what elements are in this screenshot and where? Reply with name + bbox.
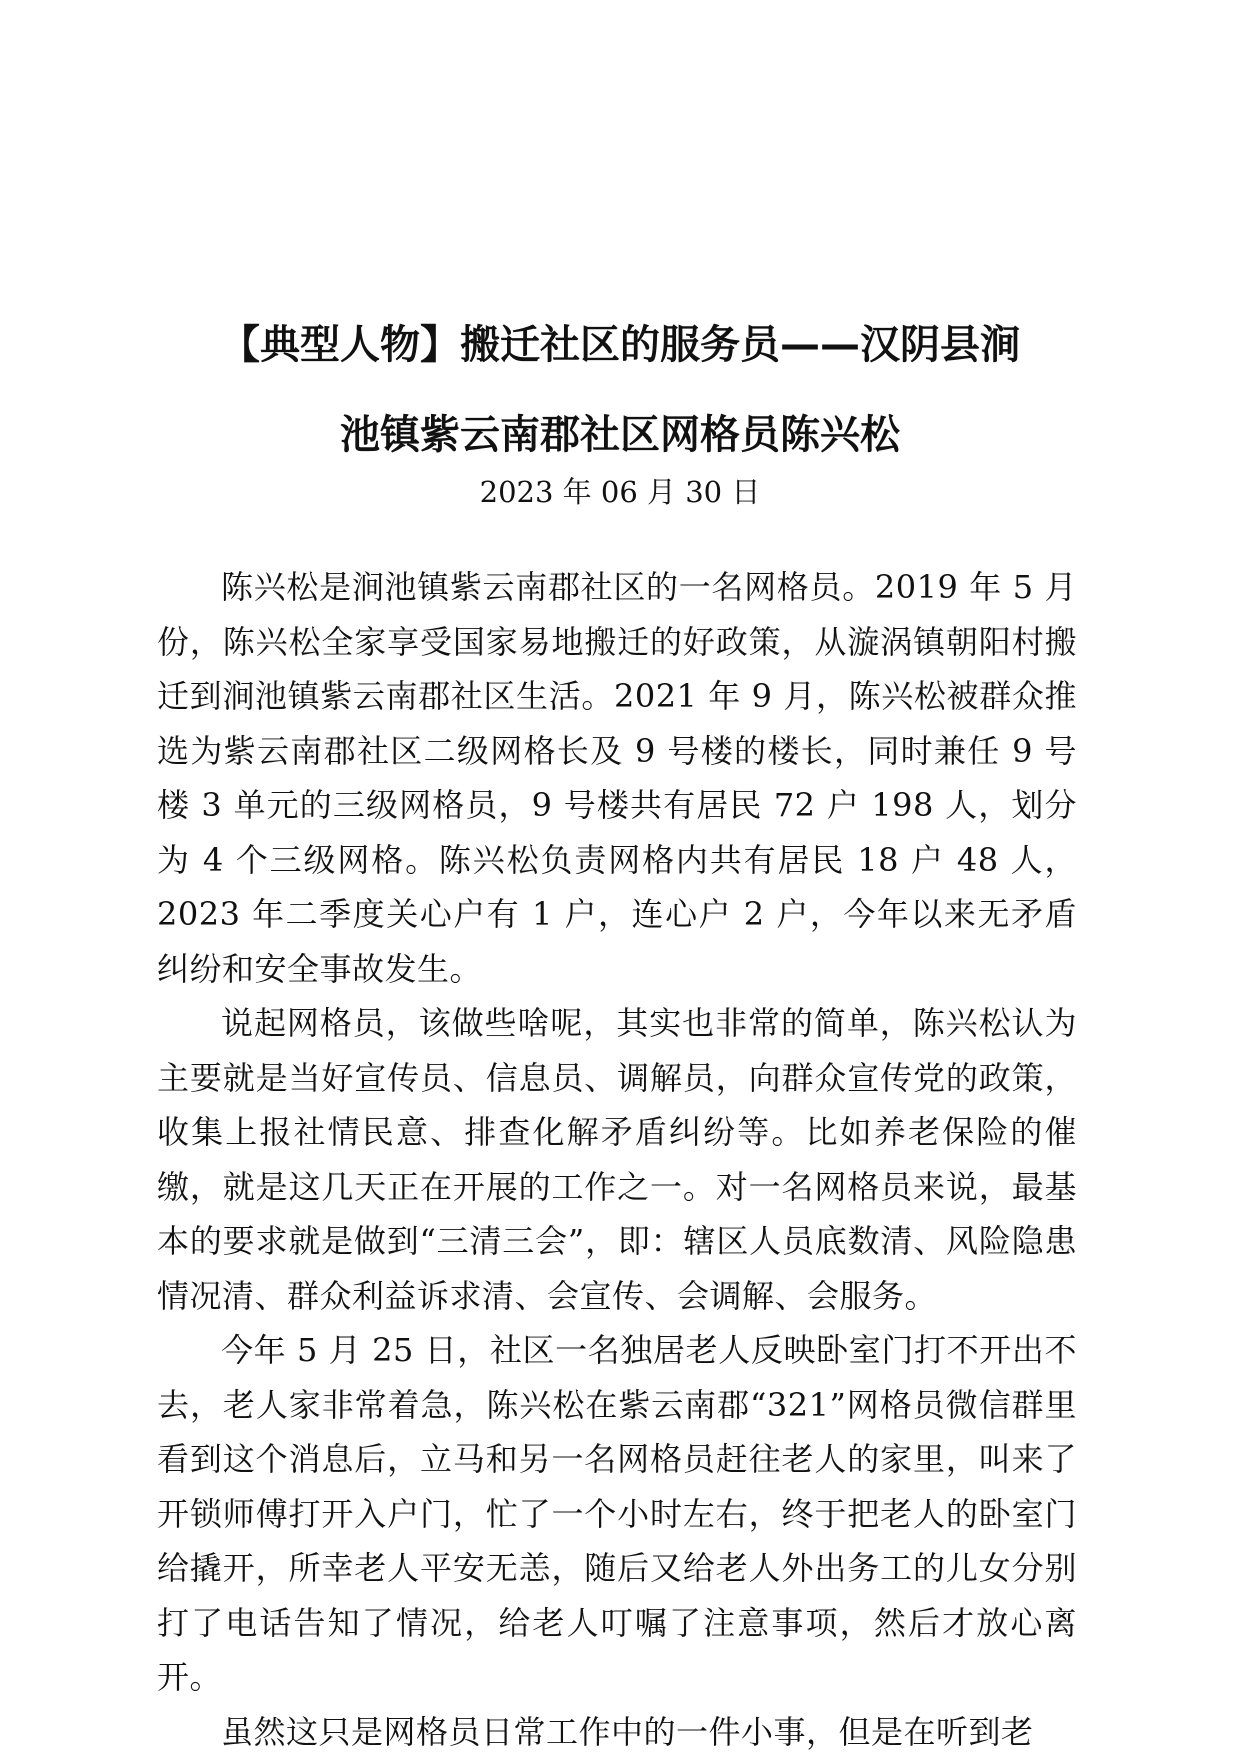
title-line-1: 【典型人物】搬迁社区的服务员——汉阴县涧	[220, 322, 1020, 368]
paragraph: 说起网格员，该做些啥呢，其实也非常的简单，陈兴松认为主要就是当好宣传员、信息员、调解员，向群众宣传党的政策，收集上报社情民意、排查化解矛盾纠纷等。比如养老保险的催缴，就是这几天正在开展的工作之一。对一名网格员来说，最基本的要求就是做到“三清三会”，即：辖区人员底数清、风险隐患情况清、群众利益诉求清、会宣传、会调解、会服务。	[157, 996, 1077, 1323]
paragraph: 今年 5 月 25 日，社区一名独居老人反映卧室门打不开出不去，老人家非常着急，陈兴松在紫云南郡“321”网格员微信群里看到这个消息后，立马和另一名网格员赶往老人的家里，叫来了开锁师傅打开入户门，忙了一个小时左右，终于把老人的卧室门给撬开，所幸老人平安无恙，随后又给老人外出务工的儿女分别打了电话告知了情况，给老人叮嘱了注意事项，然后才放心离开。	[157, 1323, 1077, 1705]
article-title	[150, 300, 1090, 480]
paragraph: 陈兴松是涧池镇紫云南郡社区的一名网格员。2019 年 5 月份，陈兴松全家享受国家易地搬迁的好政策，从漩涡镇朝阳村搬迁到涧池镇紫云南郡社区生活。2021 年 9 月，陈兴松被群众推选为紫云南郡社区二级网格长及 9 号楼的楼长，同时兼任 9 号楼 3 单元的三级网格员，9 号楼共有居民 72 户 198 人，划分为 4 个三级网格。陈兴松负责网格内共有居民 18 户 48 人，2023 年二季度关心户有 1 户，连心户 2 户，今年以来无矛盾纠纷和安全事故发生。	[157, 560, 1077, 996]
publish-date: 2023 年 06 月 30 日	[150, 472, 1090, 512]
article-body	[157, 560, 1077, 1759]
paragraph: 虽然这只是网格员日常工作中的一件小事，但是在听到老	[157, 1705, 1077, 1759]
title-line-2: 池镇紫云南郡社区网格员陈兴松	[340, 412, 900, 458]
